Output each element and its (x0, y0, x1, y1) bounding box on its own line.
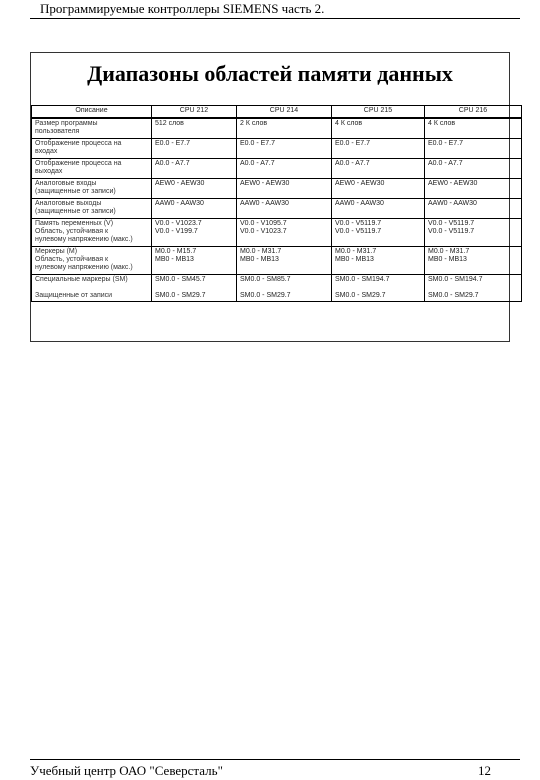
value-cell (237, 219, 332, 247)
description-cell (32, 199, 152, 219)
value-line: SM0.0 - SM194.7 (335, 276, 390, 283)
value-line: 2 К слов (240, 120, 268, 127)
value-cell (152, 247, 237, 275)
value-line: 4 К слов (335, 120, 363, 127)
value-line: A0.0 - A7.7 (335, 160, 370, 167)
value-line: AEW0 - AEW30 (428, 180, 478, 187)
description-line: Отображение процесса на (35, 140, 122, 147)
table-row (32, 219, 522, 247)
value-cell (332, 199, 425, 219)
page-header: Программируемые контроллеры SIEMENS часть 2. (40, 1, 325, 16)
value-line: V0.0 - V5119.7 (335, 228, 382, 235)
value-line: V0.0 - V1095.7 (240, 220, 287, 227)
value-line: SM0.0 - SM29.7 (155, 292, 206, 299)
value-line: 4 К слов (428, 120, 456, 127)
table-row (32, 199, 522, 219)
value-cell (237, 275, 332, 302)
value-cell (332, 139, 425, 159)
description-line: Аналоговые входы (35, 180, 97, 187)
description-line: пользователя (35, 128, 80, 135)
value-line: SM0.0 - SM29.7 (428, 292, 479, 299)
value-cell (425, 199, 522, 219)
table-row (32, 139, 522, 159)
value-cell (237, 139, 332, 159)
value-line: AEW0 - AEW30 (240, 180, 290, 187)
description-cell (32, 118, 152, 139)
value-line: AAW0 - AAW30 (335, 200, 384, 207)
value-line: SM0.0 - SM194.7 (428, 276, 483, 283)
value-cell (425, 159, 522, 179)
description-line: входах (35, 148, 58, 155)
description-line: нулевому напряжению (макс.) (35, 236, 133, 243)
value-cell (425, 247, 522, 275)
value-line: M0.0 - M15.7 (155, 248, 197, 255)
column-header: CPU 216 (425, 106, 522, 119)
description-line: Отображение процесса на (35, 160, 122, 167)
description-line: Область, устойчивая к (35, 256, 109, 263)
table-header-row (32, 106, 522, 119)
column-header: CPU 215 (332, 106, 425, 119)
value-line: M0.0 - M31.7 (428, 248, 470, 255)
value-cell (152, 159, 237, 179)
description-line: Аналоговые выходы (35, 200, 102, 207)
value-cell (152, 275, 237, 302)
value-cell (332, 179, 425, 199)
table-row (32, 118, 522, 139)
description-cell (32, 139, 152, 159)
value-cell (237, 159, 332, 179)
value-line: E0.0 - E7.7 (428, 140, 464, 147)
value-line: AAW0 - AAW30 (240, 200, 289, 207)
value-cell (152, 179, 237, 199)
value-line: E0.0 - E7.7 (240, 140, 276, 147)
value-line: MB0 - MB13 (335, 256, 374, 263)
value-line: AEW0 - AEW30 (335, 180, 385, 187)
value-cell (332, 118, 425, 139)
footer-rule (30, 759, 520, 760)
value-line: V0.0 - V5119.7 (428, 228, 475, 235)
description-line: (защищенные от записи) (35, 208, 116, 215)
value-line: V0.0 - V1023.7 (155, 220, 202, 227)
value-cell (152, 199, 237, 219)
value-line: V0.0 - V5119.7 (428, 220, 475, 227)
description-line: Защищенные от записи (35, 292, 113, 299)
value-cell (152, 118, 237, 139)
table-row (32, 247, 522, 275)
value-cell (425, 219, 522, 247)
description-line: нулевому напряжению (макс.) (35, 264, 133, 271)
value-line: V0.0 - V199.7 (155, 228, 198, 235)
value-cell (332, 247, 425, 275)
value-cell (332, 159, 425, 179)
value-line: SM0.0 - SM85.7 (240, 276, 291, 283)
value-cell (425, 118, 522, 139)
description-cell (32, 219, 152, 247)
description-cell (32, 275, 152, 302)
value-line: MB0 - MB13 (240, 256, 279, 263)
description-line: Меркеры (M) (35, 248, 78, 255)
table-row (32, 179, 522, 199)
value-line: SM0.0 - SM29.7 (335, 292, 386, 299)
value-cell (152, 219, 237, 247)
description-line: Память переменных (V) (35, 220, 114, 227)
page-number: 12 (478, 763, 491, 778)
value-line: SM0.0 - SM45.7 (155, 276, 206, 283)
value-line: AEW0 - AEW30 (155, 180, 205, 187)
description-line: Область, устойчивая к (35, 228, 109, 235)
table-row (32, 275, 522, 302)
value-cell (237, 118, 332, 139)
value-line: E0.0 - E7.7 (155, 140, 191, 147)
description-line: выходах (35, 168, 63, 175)
value-line: A0.0 - A7.7 (155, 160, 190, 167)
slide-title: Диапазоны областей памяти данных (87, 61, 453, 86)
value-cell (425, 179, 522, 199)
value-line: AAW0 - AAW30 (428, 200, 477, 207)
page-footer: Учебный центр ОАО "Северсталь" (30, 763, 223, 778)
value-cell (152, 139, 237, 159)
value-line: V0.0 - V1023.7 (240, 228, 287, 235)
description-line: Специальные маркеры (SM) (35, 276, 128, 283)
header-rule (30, 18, 520, 19)
column-header: CPU 212 (152, 106, 237, 119)
value-line: A0.0 - A7.7 (428, 160, 463, 167)
value-line: SM0.0 - SM29.7 (240, 292, 291, 299)
table-row (32, 159, 522, 179)
value-line: E0.0 - E7.7 (335, 140, 371, 147)
slide-frame (30, 52, 510, 342)
value-line: AAW0 - AAW30 (155, 200, 204, 207)
value-cell (237, 247, 332, 275)
value-line: A0.0 - A7.7 (240, 160, 275, 167)
value-line: V0.0 - V5119.7 (335, 220, 382, 227)
description-line: (защищенные от записи) (35, 188, 116, 195)
description-cell (32, 179, 152, 199)
value-line: MB0 - MB13 (155, 256, 194, 263)
value-cell (425, 139, 522, 159)
value-cell (425, 275, 522, 302)
description-cell (32, 247, 152, 275)
value-line: M0.0 - M31.7 (240, 248, 282, 255)
column-header: CPU 214 (237, 106, 332, 119)
value-cell (237, 199, 332, 219)
value-line: 512 слов (155, 120, 184, 127)
value-line: M0.0 - M31.7 (335, 248, 377, 255)
value-line: MB0 - MB13 (428, 256, 467, 263)
value-cell (332, 275, 425, 302)
description-cell (32, 159, 152, 179)
memory-ranges-table (31, 105, 522, 302)
description-line: Размер программы (35, 120, 98, 127)
value-cell (237, 179, 332, 199)
value-cell (332, 219, 425, 247)
column-header: Описание (32, 106, 152, 119)
